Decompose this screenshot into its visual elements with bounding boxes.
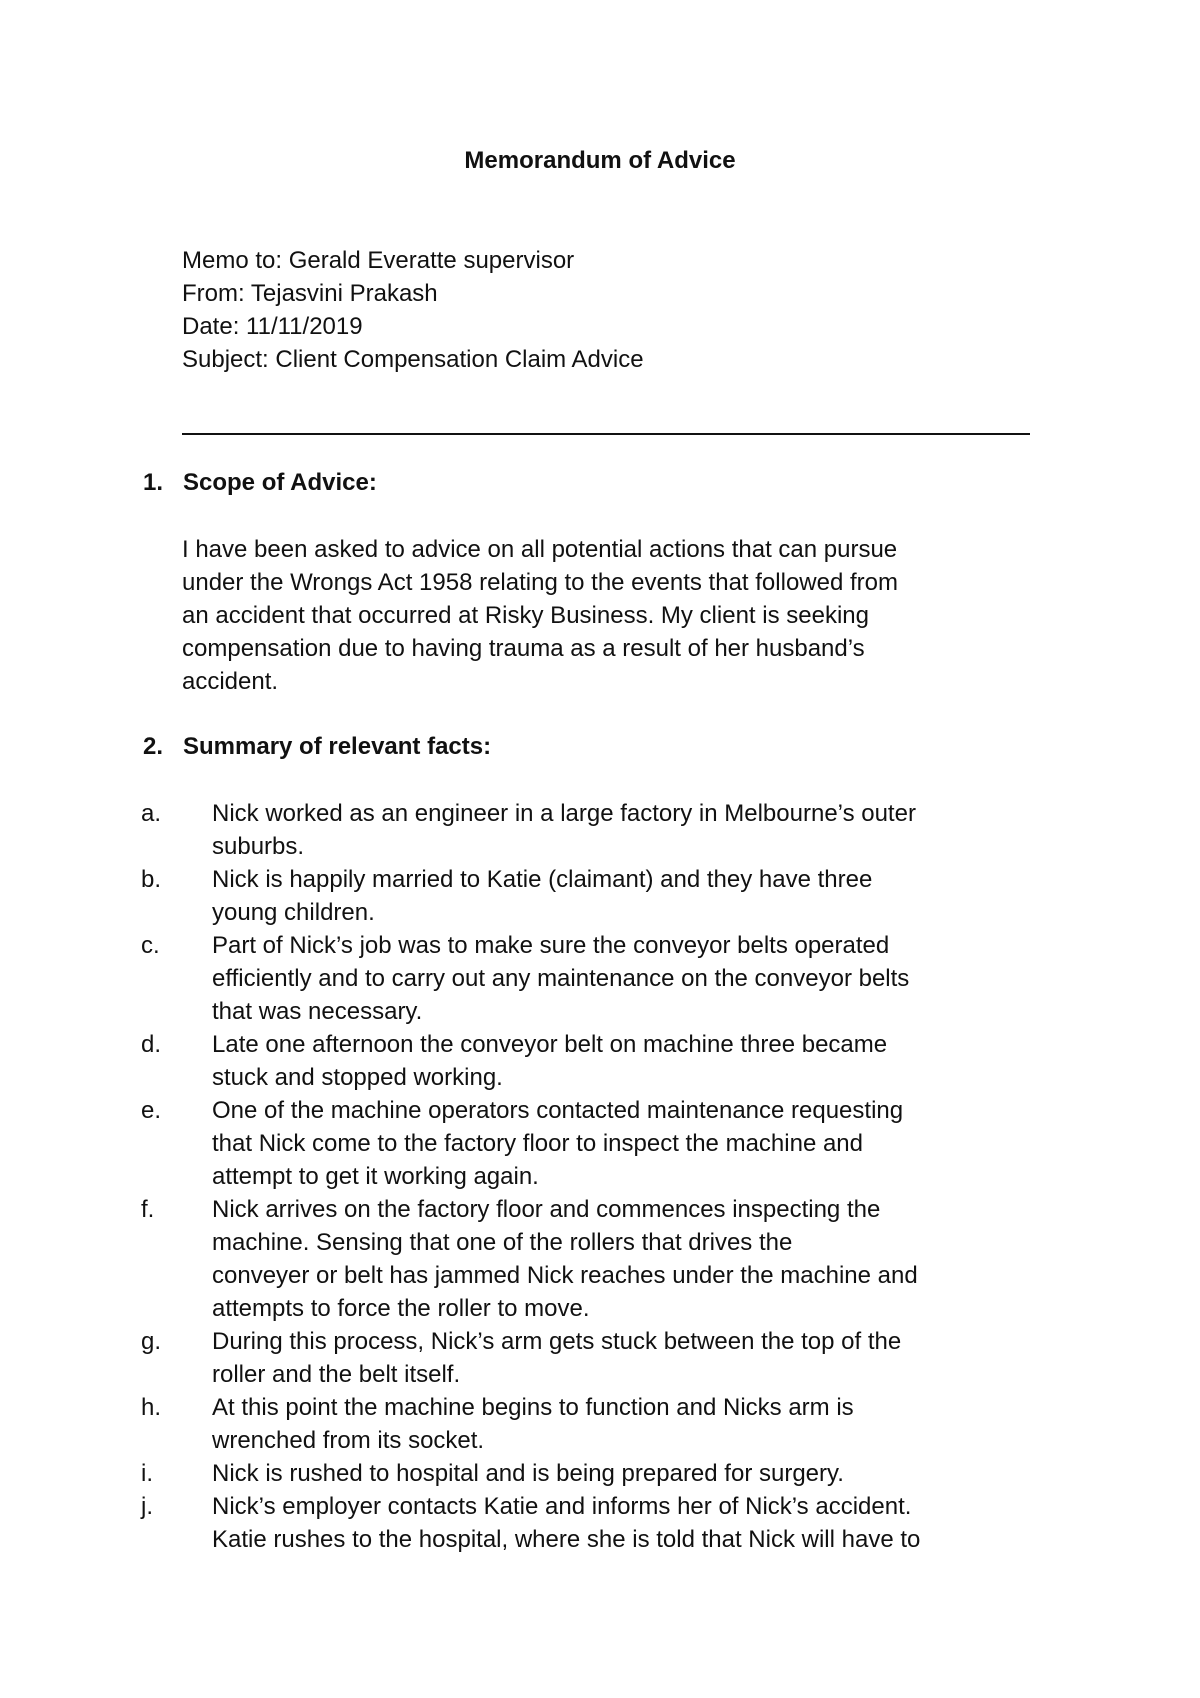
fact-line: stuck and stopped working.: [212, 1064, 503, 1091]
paragraph-line: under the Wrongs Act 1958 relating to the events that followed from: [182, 569, 898, 596]
memo-header: [182, 244, 644, 376]
paragraph-line: compensation due to having trauma as a result of her husband’s: [182, 635, 865, 662]
fact-line: Nick worked as an engineer in a large factory in Melbourne’s outer: [212, 800, 916, 827]
memo-from: From: Tejasvini Prakash: [182, 280, 438, 307]
fact-line: attempts to force the roller to move.: [212, 1295, 590, 1322]
header-divider: [182, 433, 1030, 435]
fact-line: At this point the machine begins to function and Nicks arm is: [212, 1394, 854, 1421]
memo-to: Memo to: Gerald Everatte supervisor: [182, 247, 575, 274]
fact-line: conveyer or belt has jammed Nick reaches under the machine and: [212, 1262, 918, 1289]
fact-line: young children.: [212, 899, 375, 926]
fact-line: machine. Sensing that one of the rollers that drives the: [212, 1229, 793, 1256]
fact-line: wrenched from its socket.: [212, 1427, 485, 1454]
section-title: Scope of Advice:: [183, 469, 377, 496]
paragraph-line: an accident that occurred at Risky Business. My client is seeking: [182, 602, 869, 629]
fact-item-d: [141, 1028, 1041, 1094]
fact-item-i: [141, 1457, 1041, 1490]
fact-marker: b.: [141, 866, 162, 893]
memo-subject: Subject: Client Compensation Claim Advice: [182, 346, 644, 373]
fact-item-g: [141, 1325, 1041, 1391]
fact-item-b: [141, 863, 1041, 929]
fact-marker: e.: [141, 1097, 162, 1124]
section-title: Summary of relevant facts:: [183, 733, 492, 760]
fact-line: Nick arrives on the factory floor and commences inspecting the: [212, 1196, 881, 1223]
fact-line: Nick is happily married to Katie (claimant) and they have three: [212, 866, 873, 893]
fact-line: that was necessary.: [212, 998, 423, 1025]
document-title: Memorandum of Advice: [464, 147, 736, 174]
fact-item-a: [141, 797, 1041, 863]
fact-item-h: [141, 1391, 1041, 1457]
fact-line: One of the machine operators contacted maintenance requesting: [212, 1097, 904, 1124]
fact-line: that Nick come to the factory floor to inspect the machine and: [212, 1130, 863, 1157]
section-number: 2.: [143, 733, 164, 760]
fact-line: Part of Nick’s job was to make sure the conveyor belts operated: [212, 932, 890, 959]
section-heading-facts: [143, 732, 491, 762]
fact-line: Late one afternoon the conveyor belt on machine three became: [212, 1031, 888, 1058]
fact-marker: d.: [141, 1031, 162, 1058]
fact-marker: a.: [141, 800, 162, 827]
fact-line: Nick is rushed to hospital and is being prepared for surgery.: [212, 1460, 844, 1487]
fact-marker: i.: [141, 1460, 153, 1487]
fact-marker: f.: [141, 1196, 155, 1223]
fact-line: Nick’s employer contacts Katie and informs her of Nick’s accident.: [212, 1493, 912, 1520]
fact-line: attempt to get it working again.: [212, 1163, 539, 1190]
fact-line: efficiently and to carry out any maintenance on the conveyor belts: [212, 965, 910, 992]
fact-line: roller and the belt itself.: [212, 1361, 461, 1388]
section-number: 1.: [143, 469, 164, 496]
fact-item-e: [141, 1094, 1041, 1193]
memo-date: Date: 11/11/2019: [182, 313, 363, 340]
fact-line: During this process, Nick’s arm gets stuck between the top of the: [212, 1328, 902, 1355]
fact-marker: c.: [141, 932, 160, 959]
paragraph-line: I have been asked to advice on all potential actions that can pursue: [182, 536, 898, 563]
paragraph-line: accident.: [182, 668, 279, 695]
fact-line: suburbs.: [212, 833, 305, 860]
scope-paragraph: [182, 533, 1022, 698]
fact-marker: j.: [141, 1493, 153, 1520]
fact-item-j: [141, 1490, 1041, 1556]
fact-line: Katie rushes to the hospital, where she is told that Nick will have to: [212, 1526, 921, 1553]
fact-marker: h.: [141, 1394, 162, 1421]
fact-item-f: [141, 1193, 1041, 1325]
section-heading-scope: [143, 468, 377, 498]
fact-item-c: [141, 929, 1041, 1028]
facts-list: [141, 797, 1041, 1556]
fact-marker: g.: [141, 1328, 162, 1355]
